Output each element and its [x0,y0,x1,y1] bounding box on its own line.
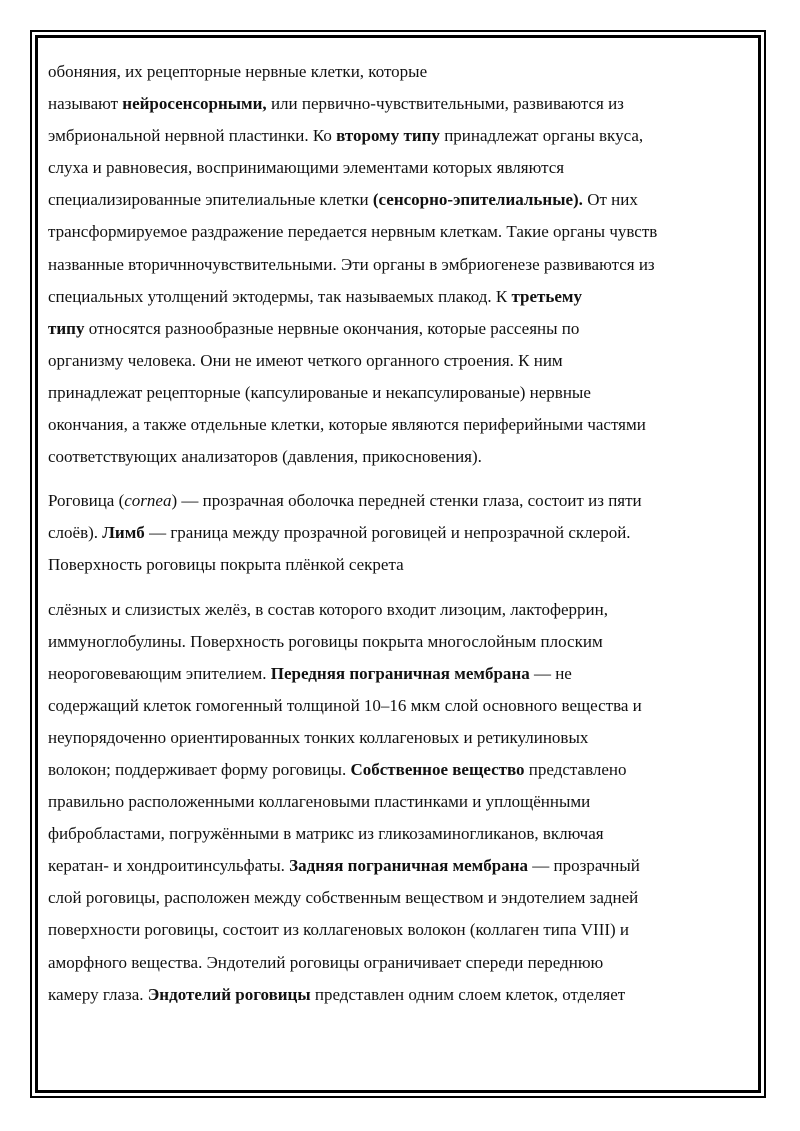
text-line [48,882,738,914]
text-run: названные вторичнночувствительными. Эти органы в эмбриогенезе развиваются из [48,254,655,274]
text-run: Поверхность роговицы покрыта плёнкой секрета [48,555,404,575]
text-line [48,216,738,248]
text-run: называют [48,94,123,114]
text-run: — прозрачный [528,856,640,876]
text-run: неупорядоченно ориентированных тонких коллагеновых и ретикулиновых [48,727,589,747]
text-line [48,249,738,281]
text-run: кератан- и хондроитинсульфаты. [48,856,290,876]
text-line [48,152,738,184]
bold-term: Эндотелий роговицы [147,984,311,1004]
text-line [48,485,738,517]
text-run: неороговевающим эпителием. [48,663,271,683]
text-line [48,56,738,88]
text-run: слой роговицы, расположен между собственным веществом и эндотелием задней [48,888,639,908]
text-run: Роговица ( [48,491,125,511]
bold-term: (сенсорно-эпителиальные). [372,190,583,210]
text-run: слоёв). [48,523,103,543]
bold-term: Задняя пограничная мембрана [289,856,528,876]
text-line [48,517,738,549]
bold-term: нейросенсорными, [122,94,267,114]
text-line [48,281,738,313]
text-run: принадлежат органы вкуса, [439,126,644,146]
text-run: правильно расположенными коллагеновыми пластинками и уплощёнными [48,792,591,812]
text-line [48,377,738,409]
text-run: соответствующих анализаторов (давления, прикосновения). [48,447,482,467]
text-line [48,441,738,473]
text-run: эмбриональной нервной пластинки. Ко [48,126,337,146]
text-run: фибробластами, погружёнными в матрикс из гликозаминогликанов, включая [48,824,604,844]
paragraph [48,485,738,581]
text-run: обоняния, их рецепторные нервные клетки, которые [48,62,428,81]
text-line [48,914,738,946]
text-run: иммуноглобулины. Поверхность роговицы покрыта многослойным плоским [48,631,603,651]
text-run: — граница между прозрачной роговицей и непрозрачной склерой. [144,523,631,543]
text-run: представлено [524,759,627,779]
text-run: или первично-чувствительными, развиваются из [266,94,624,114]
text-run: поверхности роговицы, состоит из коллагеновых волокон (коллаген типа VIII) и [48,920,630,940]
text-run: окончания, а также отдельные клетки, которые являются периферийными частями [48,415,646,435]
text-run: специализированные эпителиальные клетки [48,190,373,210]
text-run: — не [529,663,572,683]
text-line [48,594,738,626]
paragraph [48,56,738,473]
text-run: камеру глаза. [48,984,148,1004]
bold-term: Передняя пограничная мембрана [270,663,530,683]
text-run: организму человека. Они не имеют четкого органного строения. К ним [48,350,563,370]
text-run: От них [582,190,638,210]
text-run: трансформируемое раздражение передается нервным клеткам. Такие органы чувств [48,222,658,242]
text-line [48,549,738,581]
text-line [48,690,738,722]
text-run: представлен одним слоем клеток, отделяет [310,984,626,1004]
text-line [48,88,738,120]
text-line [48,722,738,754]
text-run: принадлежат рецепторные (капсулированые и некапсулированые) нервные [48,382,591,402]
text-line [48,979,738,1011]
text-line [48,409,738,441]
text-run: содержащий клеток гомогенный толщиной 10–16 мкм слой основного вещества и [48,695,642,715]
text-line [48,184,738,216]
text-run: слуха и равновесия, воспринимающими элементами которых являются [48,158,565,178]
text-line [48,947,738,979]
text-line [48,626,738,658]
text-line [48,313,738,345]
text-line [48,818,738,850]
text-line [48,345,738,377]
text-line [48,754,738,786]
bold-term: второму типу [336,126,440,146]
text-line [48,786,738,818]
bold-term: Лимб [102,523,145,543]
bold-term: Собственное вещество [350,759,525,779]
text-line [48,850,738,882]
italic-term: cornea [124,491,172,511]
text-run: волокон; поддерживает форму роговицы. [48,759,351,779]
document-body [48,56,738,1011]
paragraph [48,594,738,1011]
text-run: аморфного вещества. Эндотелий роговицы ограничивает спереди переднюю [48,952,604,972]
bold-term: третьему [511,286,582,306]
text-run: ) — прозрачная оболочка передней стенки глаза, состоит из пяти [171,491,642,511]
text-run: относятся разнообразные нервные окончания, которые рассеяны по [84,318,580,338]
text-line [48,658,738,690]
bold-term: типу [48,318,85,338]
text-run: специальных утолщений эктодермы, так называемых плакод. К [48,286,512,306]
text-line [48,120,738,152]
text-run: слёзных и слизистых желёз, в состав которого входит лизоцим, лактоферрин, [48,599,608,619]
